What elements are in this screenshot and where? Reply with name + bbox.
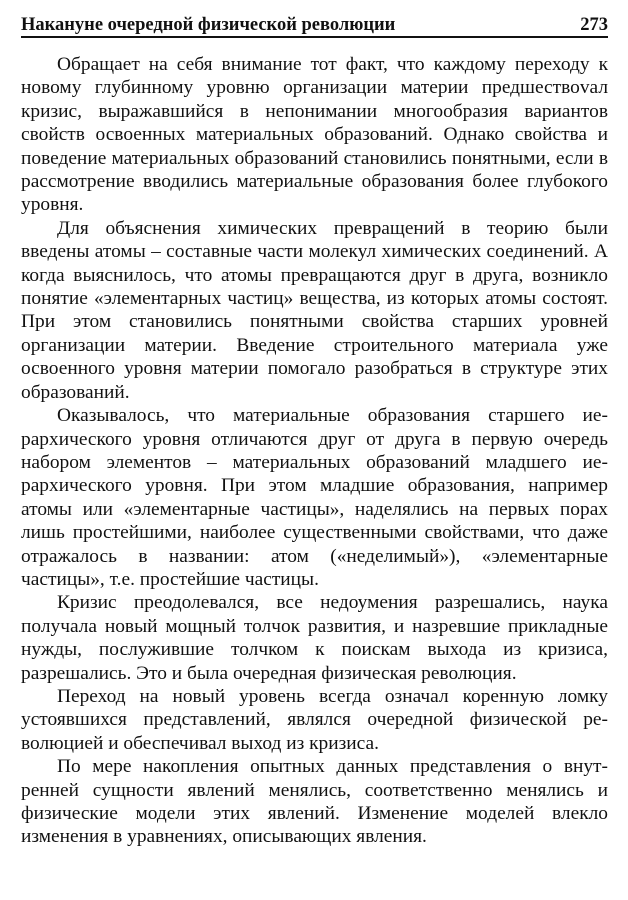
page-number: 273 (580, 15, 608, 35)
paragraph: Для объяснения химических превращений в теорию были введены атомы – составные части молекул химических соединений. А когда выяснилось, что атомы превращаются друг в друга, возникло понятие «элементарных частиц» вещества, из которых атомы состоят. При этом становились понятными свойства старших уровней организации материи. Введение строительного материала уже освоенного уровня материи помогало разобраться в структуре этих образований. (21, 217, 608, 403)
body-text (21, 53, 608, 849)
paragraph: По мере накопления опытных данных представления о внутренней сущности явлений менялись, соответственно менялись и физические модели этих явлений. Изменение моделей влекло изменения в уравнениях, описывающих явления. (21, 756, 608, 848)
paragraph: Обращает на себя внимание тот факт, что каждому переходу к новому глубинному уровню организации материи предшествоvал кризис, выражавшийся в непонимании многообразия вариантов свойств освоенных материальных образований. Однако свойства и поведение материальных образований становились понятными, если в рассмотрение вводились материальные образования более глубокого уровня. (21, 54, 608, 216)
chapter-title: Накануне очередной физической революции (21, 15, 396, 35)
paragraph: Переход на новый уровень всегда означал коренную ломку устоявшихся представлений, являлся очередной физической революцией и обеспечивал выход из кризиса. (21, 685, 608, 754)
running-header (21, 0, 608, 38)
paragraph: Кризис преодолевался, все недоумения разрешались, наука получала новый мощный толчок развития, и назревшие прикладные нужды, послужившие толчком к поискам выхода из кризиса, разрешались. Это и была очередная физическая революция. (21, 592, 608, 684)
book-page (21, 0, 608, 849)
paragraph: Оказывалось, что материальные образования старшего иерархического уровня отличаются друг от друга в первую очередь набором элементов – материальных образований младшего иерархического уровня. При этом младшие образования, например атомы или «элементарные частицы», наделялись на первых порах лишь простейшими, наиболее существенными свойствами, что даже отражалось в названии: атом («неделимый»), «элементарные частицы», т.е. простейшие частицы. (21, 405, 608, 590)
